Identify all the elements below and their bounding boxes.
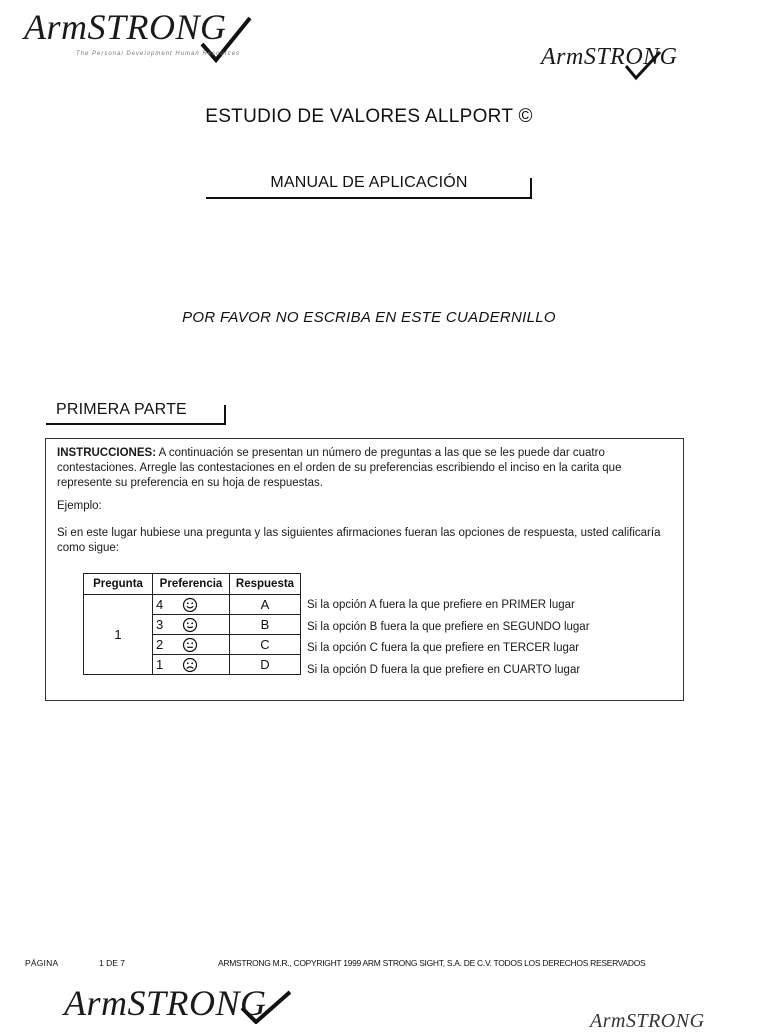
answer-cell: D (230, 655, 301, 675)
option-line: Si la opción C fuera la que prefiere en TERCER lugar (307, 642, 580, 654)
do-not-write-notice: POR FAVOR NO ESCRIBA EN ESTE CUADERNILLO (182, 309, 556, 326)
preference-value: 4 (156, 597, 164, 612)
option-line: Si la opción A fuera la que prefiere en PRIMER lugar (307, 599, 575, 611)
instructions-box (45, 438, 684, 701)
neutral-face-icon (182, 637, 198, 653)
logo-armstrong-bottom-left: ArmSTRONG (64, 983, 267, 1023)
preference-cell (153, 595, 230, 615)
checkmark-logo-icon (236, 990, 292, 1024)
option-line: Si la opción B fuera la que prefiere en SEGUNDO lugar (307, 620, 590, 633)
preference-cell (153, 655, 230, 675)
frown-icon (182, 657, 198, 673)
logo-armstrong-top-left: ArmSTRONG (24, 7, 227, 47)
logo-tagline: The Personal Development Human Resources (76, 51, 241, 57)
subtitle-text: MANUAL DE APLICACIÓN (270, 174, 468, 191)
example-table (83, 573, 301, 675)
header-pregunta: Pregunta (84, 574, 153, 595)
preference-value: 2 (156, 637, 164, 652)
instructions-text: A continuación se presentan un número de preguntas a las que se les puede dar cuatro contestaciones. Arregle las contestaciones en el orden de su preferencias escribiendo el inciso en la carita que represente su preferencia en su hoja de respuestas. (57, 447, 622, 489)
answer-cell: C (230, 635, 301, 655)
smile-icon (182, 617, 198, 633)
subtitle-underline (206, 197, 532, 199)
table-header-row (84, 574, 301, 595)
section-underline (46, 423, 226, 425)
header-respuesta: Respuesta (230, 574, 301, 595)
document-title: ESTUDIO DE VALORES ALLPORT © (205, 106, 533, 127)
header-preferencia: Preferencia (153, 574, 230, 595)
smile-icon (182, 597, 198, 613)
preference-value: 1 (156, 657, 164, 672)
subtitle-tick (530, 178, 532, 199)
answer-cell: B (230, 615, 301, 635)
table-row (84, 595, 301, 615)
manual-heading (206, 173, 532, 201)
section-header (46, 400, 226, 426)
option-line: Si la opción D fuera la que prefiere en CUARTO lugar (307, 663, 581, 676)
section-tick (224, 405, 226, 424)
checkmark-logo-icon (622, 48, 662, 82)
logo-armstrong-top-right: ArmSTRONG (541, 44, 678, 70)
question-number: 1 (84, 595, 153, 675)
footer-page-number: 1 DE 7 (99, 958, 125, 968)
options-list (307, 597, 590, 683)
preference-cell (153, 635, 230, 655)
section-heading: PRIMERA PARTE (56, 401, 187, 418)
answer-cell: A (230, 595, 301, 615)
example-label: Ejemplo: (57, 500, 102, 512)
footer-copyright: ARMSTRONG M.R., COPYRIGHT 1999 ARM STRONG SIGHT, S.A. DE C.V. TODOS LOS DERECHOS RESERVADOS (218, 958, 646, 968)
logo-armstrong-bottom-right: ArmSTRONG (590, 1010, 705, 1032)
instructions-label: INSTRUCCIONES: (57, 447, 157, 459)
preference-value: 3 (156, 617, 164, 632)
instructions-paragraph (57, 446, 669, 491)
example-text: Si en este lugar hubiese una pregunta y las siguientes afirmaciones fueran las opciones de respuesta, usted calificaría como sigue: (57, 527, 661, 554)
preference-cell (153, 615, 230, 635)
footer-page-label: PÁGINA (25, 958, 59, 968)
